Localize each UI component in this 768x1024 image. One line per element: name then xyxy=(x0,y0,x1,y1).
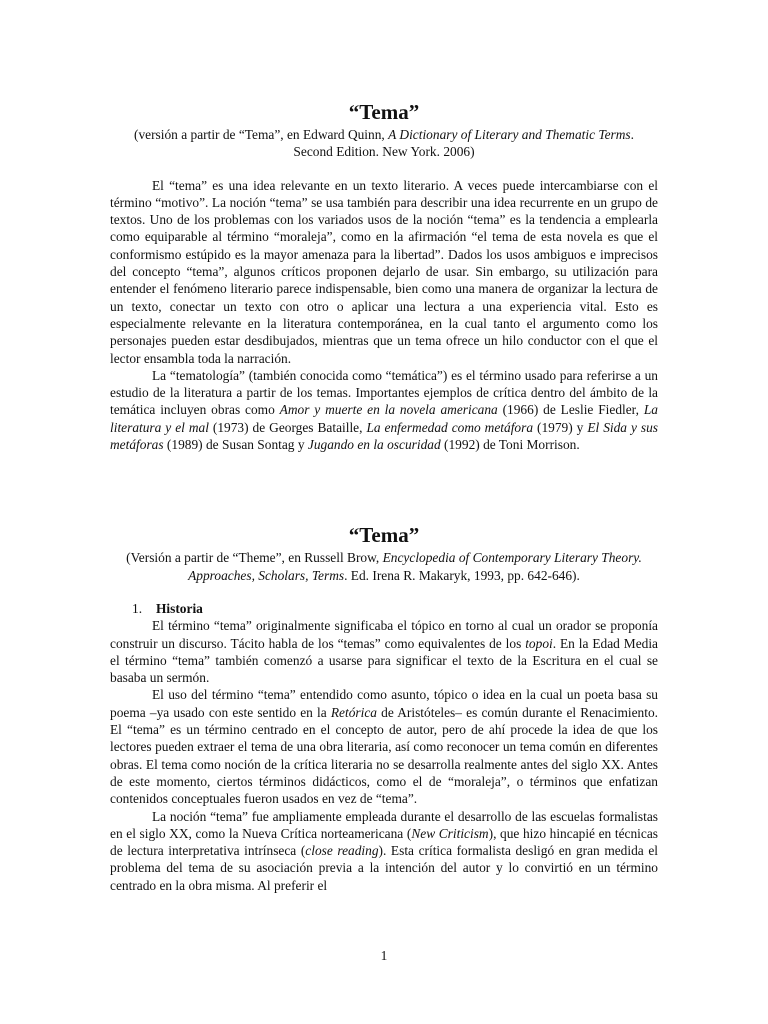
text-run: (1992) de Toni Morrison. xyxy=(440,437,580,453)
section-title: Historia xyxy=(156,600,203,616)
text-run: El uso del término “tema” entendido como asunto, tópico o idea en la cual un poeta basa su poema –ya usado con este sentido en la xyxy=(110,687,658,720)
text-run: . En la Edad Media el término “tema” también comenzó a usarse para significar el texto de la Escritura en el cual se basaba un sermón. xyxy=(110,635,658,686)
italic-term: Retórica xyxy=(330,704,377,720)
source-text: . Second Edition. New York. 2006) xyxy=(293,127,635,160)
source-text: . Ed. Irena R. Makaryk, 1993, pp. 642-646). xyxy=(344,567,580,583)
article-1-title: “Tema” xyxy=(348,100,420,124)
text-run: La noción “tema” fue ampliamente empleada durante el desarrollo de las escuelas formalistas en el siglo XX, como la Nueva Crítica norteamericana ( xyxy=(110,808,658,841)
source-text: (versión a partir de “Tema”, en Edward Quinn, xyxy=(133,127,389,142)
section-number: 1. xyxy=(132,600,143,616)
italic-term: New Criticism xyxy=(411,825,489,841)
page-number: 1 xyxy=(380,948,388,963)
article-2-source xyxy=(122,549,646,584)
article-1-paragraph-1: El “tema” es una idea relevante en un texto literario. A veces puede intercambiarse con el término “motivo”. La noción “tema” se usa también para describir una idea recurrente en un grupo de textos. Uno de los problemas con los variados usos de la noción “tema” es la tendencia a emplearla como equiparable al término “moraleja”, como en la afirmación “el tema de esta novela es que el conformismo estúpido es la mayor amenaza para la libertad”. Dados los usos ambiguos e imprecisos del concepto “tema”, algunos críticos proponen dejarlo de usar. Sin embargo, su utilización para entender el fenómeno literario parece indispensable, bien como una manera de organizar la lectura de un texto, conectar un texto con otro o aplicar una lectura a una experiencia vital. Esto es especialmente relevante en la literatura contemporánea, en la cual tanto el argumento como los personajes pueden estar desdibujados, mientras que un tema ofrece un hilo conductor con el que el lector ensambla toda la narración. xyxy=(110,177,658,366)
section-heading xyxy=(132,600,658,617)
article-2-body xyxy=(110,617,658,894)
book-title: La enfermedad como metáfora xyxy=(366,419,534,435)
article-2-paragraph-1 xyxy=(110,617,658,686)
book-title: Jugando en la oscuridad xyxy=(307,437,441,453)
book-title: Amor y muerte en la novela americana xyxy=(279,402,498,418)
italic-term: close reading xyxy=(305,843,379,859)
text-run: (1989) de Susan Sontag y xyxy=(163,437,308,453)
text-run: (1979) y xyxy=(533,419,588,435)
text-run: (1966) de Leslie Fiedler, xyxy=(497,402,644,418)
text-run: (1973) de Georges Bataille, xyxy=(208,419,367,435)
article-2-title: “Tema” xyxy=(348,523,420,548)
text-run: ). Esta crítica formalista desligó en gran medida el problema del tema de su asociación previa a la intención del autor y lo convirtió en un término centrado en la obra misma. Al preferir el xyxy=(110,843,658,893)
article-1-paragraph-2 xyxy=(110,367,658,453)
document-page xyxy=(110,100,658,894)
book-title: El Sida y sus metáforas xyxy=(110,419,658,453)
text-run: La “tematología” (también conocida como “temática”) es el término usado para referirse a un estudio de la literatura a partir de los temas. Importantes ejemplos de crítica dentro del ámbito de la temática incluyen obras como xyxy=(110,367,658,418)
source-text: (Versión a partir de “Theme”, en Russell Brow, xyxy=(126,550,383,566)
text-run: ), que hizo hincapié en técnicas de lectura interpretativa intrínseca ( xyxy=(110,825,658,859)
article-1-source xyxy=(122,126,646,161)
text-run: de Aristóteles– es común durante el Renacimiento. El “tema” es un término centrado en el concepto de autor, pero de ahí procede la idea de que los lectores pueden extraer el tema de una obra literaria, así como reconocer un tema común en diferentes obras. El tema como noción de la crítica literaria no se desarrolla realmente antes del siglo XX. Antes de este momento, ciertos términos didácticos, como el de “moraleja”, o términos que enfatizan contenidos conceptuales fueron usados en vez de “tema”. xyxy=(110,704,658,807)
spacer xyxy=(110,453,658,523)
article-2-paragraph-2 xyxy=(110,686,658,807)
book-title: La literatura y el mal xyxy=(110,402,658,435)
article-1-body xyxy=(110,177,658,454)
italic-term: topoi xyxy=(525,635,553,651)
article-2-paragraph-3 xyxy=(110,808,658,894)
source-book-title: Encyclopedia of Contemporary Literary Theory. Approaches, Scholars, Terms xyxy=(188,550,642,583)
source-book-title: A Dictionary of Literary and Thematic Terms xyxy=(388,127,631,142)
text-run: El término “tema” originalmente significaba el tópico en torno al cual un orador se proponía construir un discurso. Tácito habla de los “temas” como equivalentes de los xyxy=(110,618,658,651)
